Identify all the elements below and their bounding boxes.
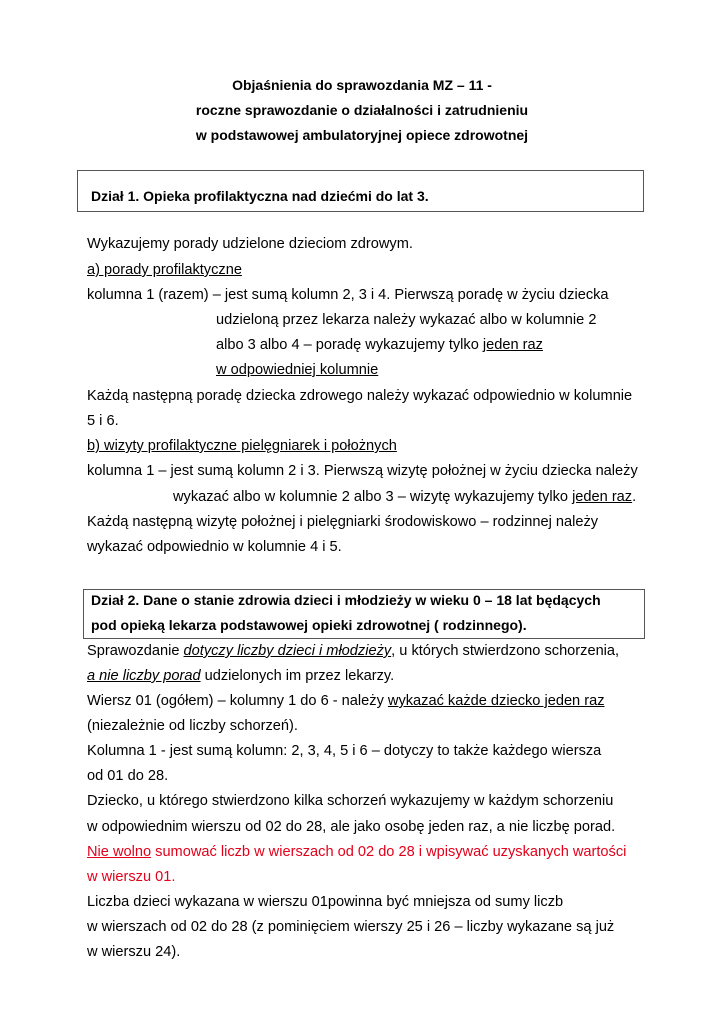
s2-p1-emphasis: dotyczy liczby dzieci i młodzieży — [183, 643, 392, 659]
s1-a-line-2: udzieloną przez lekarza należy wykazać albo w kolumnie 2 — [216, 312, 597, 328]
s1-b-next-1: Każdą następną wizytę położnej i pielęgniarki środowiskowo – rodzinnej należy — [87, 514, 599, 530]
s1-a-line-1: kolumna 1 (razem) – jest sumą kolumn 2, 3 i 4. Pierwszą poradę w życiu dziecka — [87, 287, 609, 303]
s2-p4: (niezależnie od liczby schorzeń). — [87, 718, 298, 734]
s2-p3 — [87, 689, 605, 714]
s2-warning-line-2: w wierszu 01. — [87, 869, 176, 885]
doc-title-line-1: Objaśnienia do sprawozdania MZ – 11 - — [232, 77, 492, 93]
doc-title-line-3: w podstawowej ambulatoryjnej opiece zdrowotnej — [195, 127, 529, 143]
s2-warning-emphasis: Nie wolno — [87, 844, 152, 860]
s2-p1 — [87, 639, 619, 664]
s2-warning-line-1 — [87, 840, 626, 865]
section-1-heading: Dział 1. Opieka profilaktyczna nad dziećmi do lat 3. — [91, 188, 429, 204]
s1-b-line-1: kolumna 1 – jest sumą kolumn 2 i 3. Pierwszą wizytę położnej w życiu dziecka należy — [87, 463, 638, 479]
s2-p9: Liczba dzieci wykazana w wierszu 01powinna być mniejsza od sumy liczb — [87, 894, 564, 910]
s2-p3-text: Wiersz 01 (ogółem) – kolumny 1 do 6 - należy — [87, 693, 388, 709]
s1-a-line-4: w odpowiedniej kolumnie — [216, 362, 379, 378]
s1-b-line-2-emphasis: jeden raz — [572, 489, 633, 505]
s2-p3-emphasis: wykazać każde dziecko jeden raz — [387, 693, 605, 709]
section-2-heading-box — [83, 589, 645, 639]
s2-p6: od 01 do 28. — [87, 768, 169, 784]
s1-a-line-3-emphasis: jeden raz — [482, 337, 543, 353]
s1-b-line-2-end: . — [632, 489, 637, 505]
s1-b-line-2-text: wykazać albo w kolumnie 2 albo 3 – wizytę wykazujemy tylko — [173, 489, 573, 505]
section-2-heading-line-2: pod opieką lekarza podstawowej opieki zdrowotnej ( rodzinnego). — [91, 617, 527, 633]
s2-p2 — [87, 664, 394, 689]
s1-b-next-2: wykazać odpowiednio w kolumnie 4 i 5. — [87, 539, 342, 555]
s2-p8: w odpowiednim wierszu od 02 do 28, ale jako osobę jeden raz, a nie liczbę porad. — [87, 819, 616, 835]
s1-subheading-a: a) porady profilaktyczne — [87, 262, 242, 278]
s2-p11: w wierszu 24). — [87, 944, 181, 960]
s2-p2-emphasis: a nie liczby porad — [87, 668, 201, 684]
s2-p1-text: Sprawozdanie — [87, 643, 184, 659]
s2-p5: Kolumna 1 - jest sumą kolumn: 2, 3, 4, 5 i 6 – dotyczy to także każdego wiersza — [87, 743, 602, 759]
s1-intro: Wykazujemy porady udzielone dzieciom zdrowym. — [87, 236, 413, 252]
s1-a-next-2: 5 i 6. — [87, 413, 119, 429]
s1-a-line-3 — [216, 333, 543, 358]
section-1-heading-box — [77, 170, 644, 212]
s2-warning-text: sumować liczb w wierszach od 02 do 28 i wpisywać uzyskanych wartości — [151, 844, 627, 860]
s2-p1-end: , u których stwierdzono schorzenia, — [391, 643, 620, 659]
section-2-heading-line-1: Dział 2. Dane o stanie zdrowia dzieci i młodzieży w wieku 0 – 18 lat będących — [91, 592, 601, 608]
s1-a-line-3-text: albo 3 albo 4 – poradę wykazujemy tylko — [216, 337, 483, 353]
doc-title-line-2: roczne sprawozdanie o działalności i zatrudnieniu — [195, 102, 529, 118]
s1-b-line-2 — [173, 485, 636, 510]
s1-subheading-b: b) wizyty profilaktyczne pielęgniarek i położnych — [87, 438, 397, 454]
s2-p7: Dziecko, u którego stwierdzono kilka schorzeń wykazujemy w każdym schorzeniu — [87, 793, 614, 809]
s1-a-next-1: Każdą następną poradę dziecka zdrowego należy wykazać odpowiednio w kolumnie — [87, 388, 633, 404]
s2-p2-text: udzielonych im przez lekarzy. — [200, 668, 395, 684]
s2-p10: w wierszach od 02 do 28 (z pominięciem wierszy 25 i 26 – liczby wykazane są już — [87, 919, 615, 935]
